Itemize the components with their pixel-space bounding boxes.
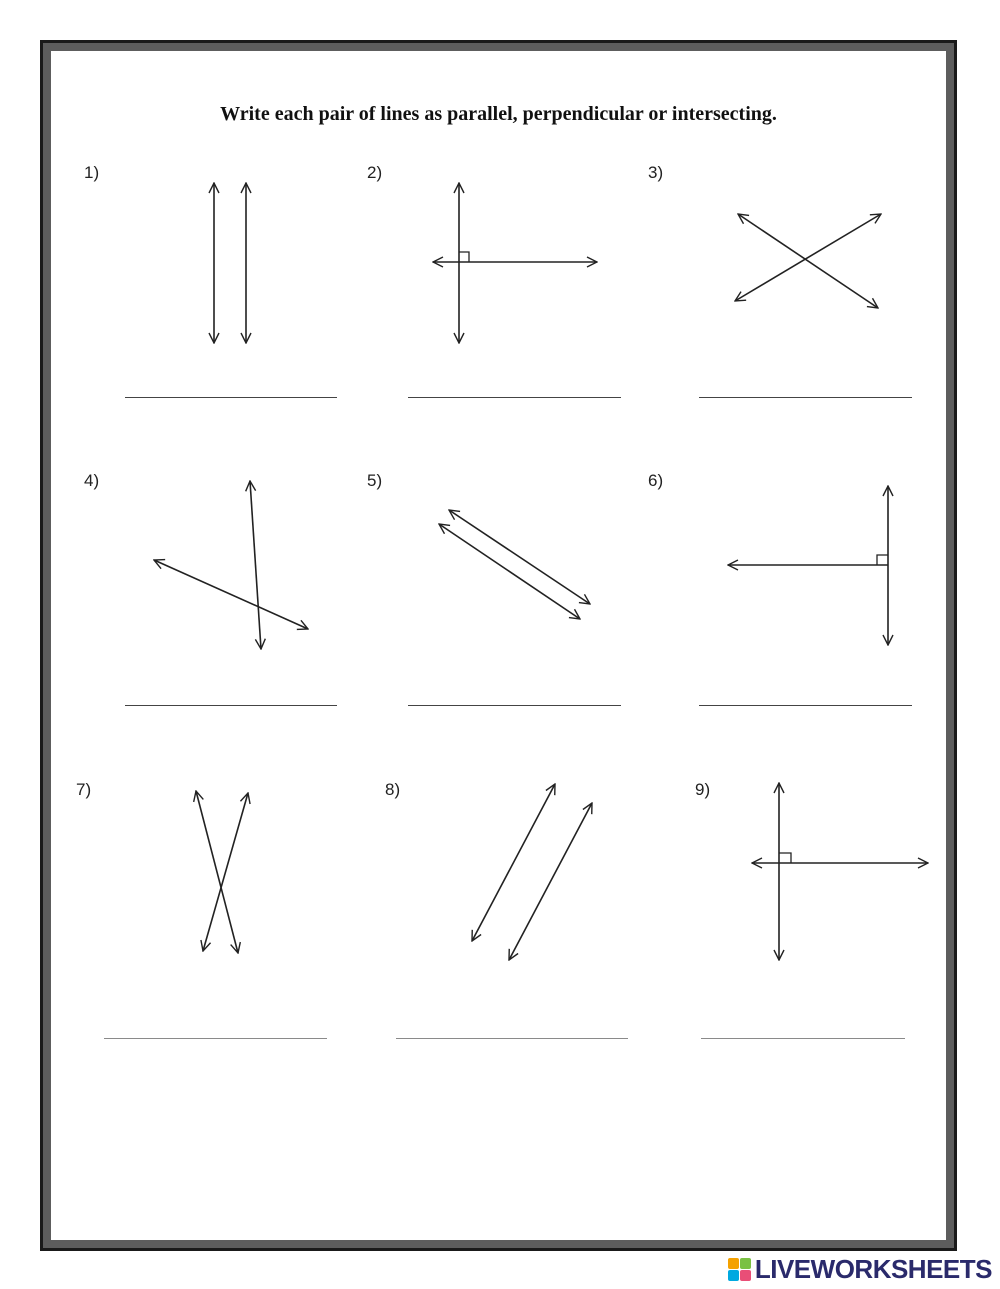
problem-number-3: 3) <box>648 163 664 182</box>
problem-number-6: 6) <box>648 471 664 490</box>
answer-line-8[interactable] <box>396 1038 628 1039</box>
figure-4-line-a <box>250 481 261 649</box>
figure-7-line-a <box>196 791 238 953</box>
problem-number-1: 1) <box>84 163 100 182</box>
logo-square-2 <box>740 1258 751 1269</box>
instruction-heading: Write each pair of lines as parallel, perpendicular or intersecting. <box>220 103 777 125</box>
figure-6-right-angle-mark <box>877 555 888 565</box>
answer-line-4[interactable] <box>125 705 337 706</box>
figure-7-line-b <box>203 793 248 951</box>
figure-4-line-b <box>154 560 308 629</box>
answer-line-9[interactable] <box>701 1038 905 1039</box>
liveworksheets-logo-icon <box>728 1258 751 1281</box>
figure-8-line-a <box>472 784 555 941</box>
liveworksheets-logo <box>728 1254 992 1284</box>
figure-5-line-b <box>439 524 580 619</box>
problem-number-5: 5) <box>367 471 383 490</box>
answer-line-5[interactable] <box>408 705 621 706</box>
figure-8-line-b <box>509 803 592 960</box>
answer-line-7[interactable] <box>104 1038 327 1039</box>
logo-square-1 <box>728 1258 739 1269</box>
figure-5-line-a <box>449 510 590 604</box>
answer-line-2[interactable] <box>408 397 621 398</box>
answer-line-6[interactable] <box>699 705 912 706</box>
answer-line-1[interactable] <box>125 397 337 398</box>
problem-number-7: 7) <box>76 780 92 799</box>
problem-number-8: 8) <box>385 780 401 799</box>
figure-2-right-angle-mark <box>459 252 469 262</box>
answer-line-3[interactable] <box>699 397 912 398</box>
logo-square-3 <box>728 1270 739 1281</box>
problem-number-4: 4) <box>84 471 100 490</box>
liveworksheets-logo-text: LIVEWORKSHEETS <box>754 1253 992 1284</box>
problem-number-9: 9) <box>695 780 711 799</box>
figure-9-right-angle-mark <box>779 853 791 863</box>
logo-square-4 <box>740 1270 751 1281</box>
problem-number-2: 2) <box>367 163 383 182</box>
